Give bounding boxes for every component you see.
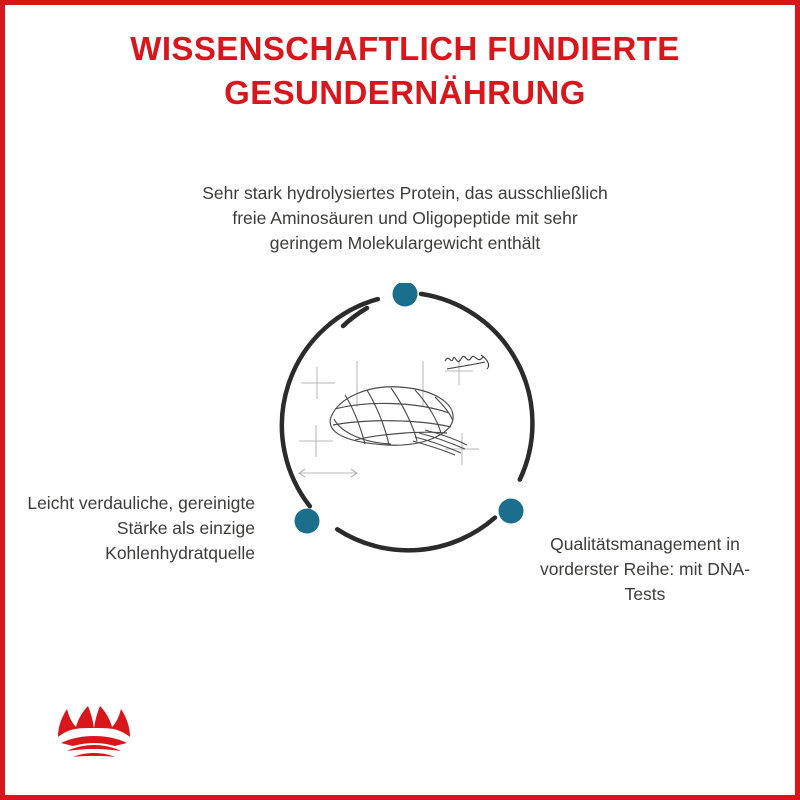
sketch-signature (445, 355, 489, 369)
royal-canin-crown-logo (53, 703, 135, 765)
page-title-line-1: WISSENSCHAFTLICH FUNDIERTE (130, 30, 680, 67)
page-title-line-2: GESUNDERNÄHRUNG (224, 73, 586, 111)
callout-quality-management: Qualitätsmanagement in vorderster Reihe: mit DNA-Tests (539, 534, 751, 604)
callout-starch: Leicht verdauliche, gereinigte Stärke als einzige Kohlenhydratquelle (27, 493, 255, 563)
dot-bottom-right-icon (499, 499, 524, 524)
kibble-sketch-icon (295, 345, 515, 495)
page-title (5, 27, 800, 114)
crown-icon (58, 706, 130, 757)
dot-bottom-left-icon (295, 509, 320, 534)
sketch-kibble-body (330, 387, 467, 455)
callout-protein: Sehr stark hydrolysiertes Protein, das ausschließlich freie Aminosäuren und Oligopeptide mit sehr geringem Molekulargewicht enthält (202, 183, 608, 253)
dot-top-icon (393, 283, 418, 307)
